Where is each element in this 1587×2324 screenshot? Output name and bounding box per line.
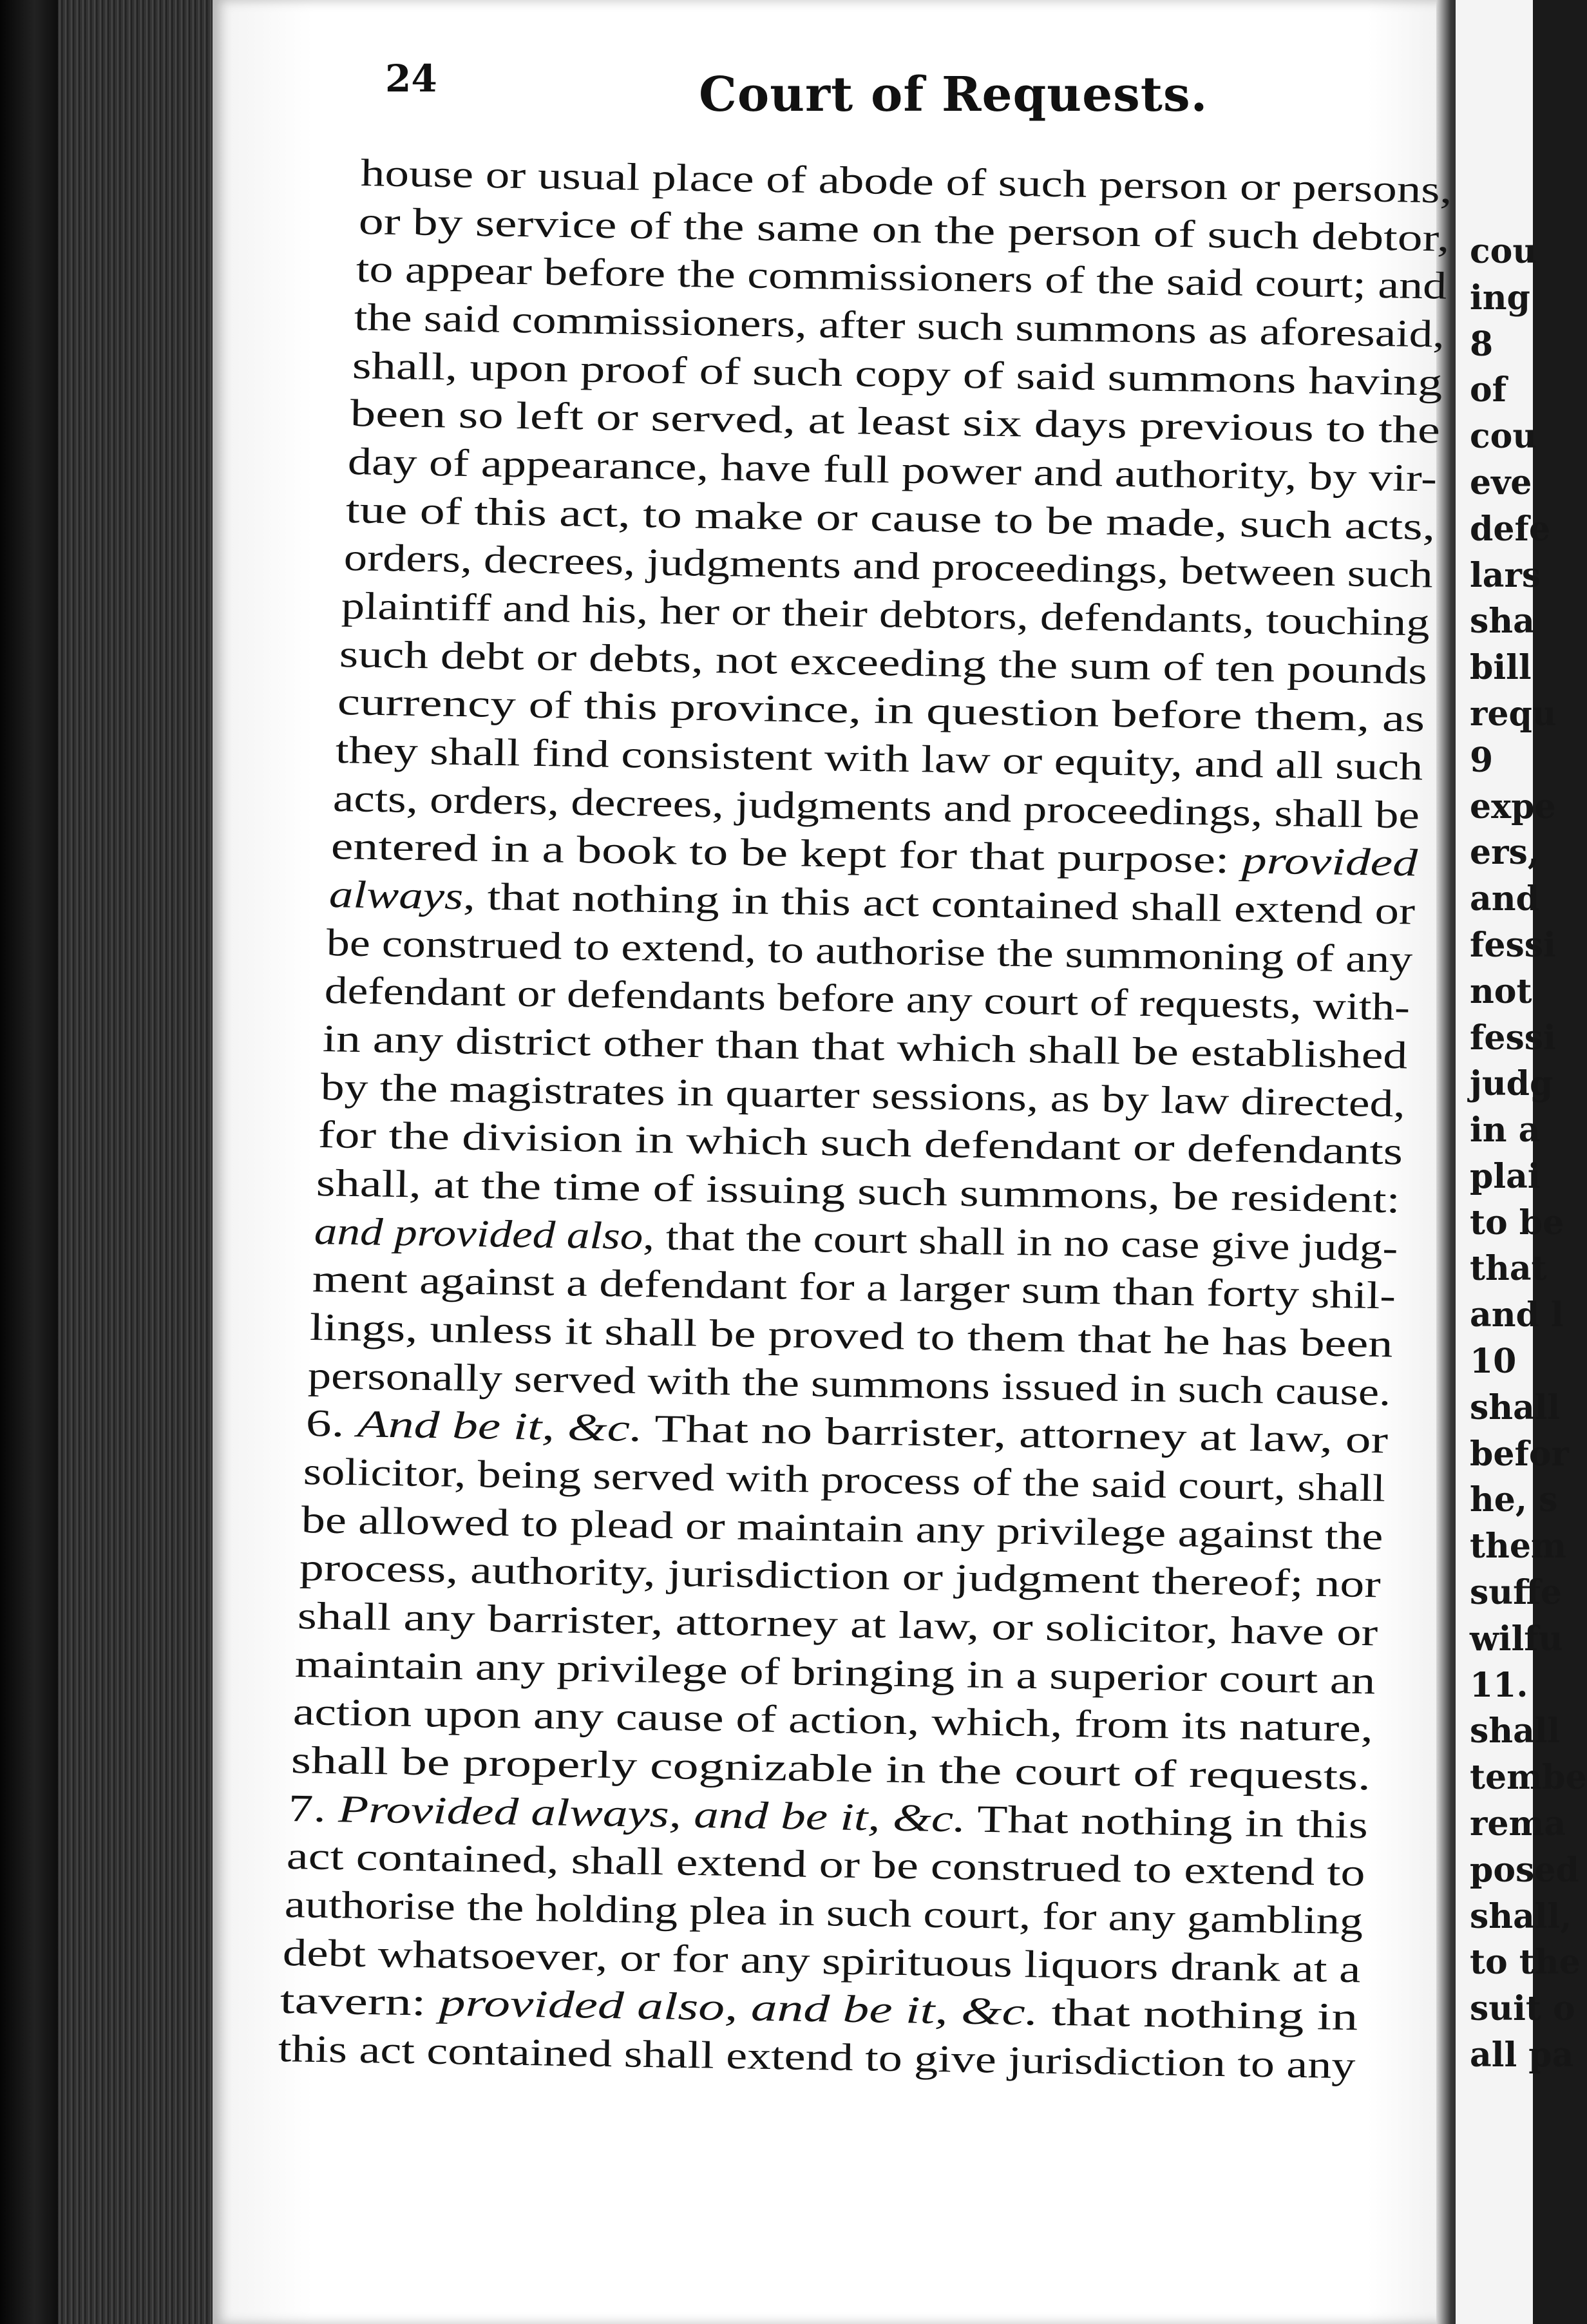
text-line: in any district other than that which shall be established (322, 1017, 1408, 1077)
adjacent-page-fragment: tembe (1470, 1758, 1587, 1798)
adjacent-page-fragment: to the (1470, 1943, 1581, 1983)
text-line: the said commissioners, after such summons as aforesaid, (354, 296, 1445, 356)
adjacent-page-fragment: shall (1470, 1387, 1561, 1427)
adjacent-page-fragment: of (1470, 370, 1507, 410)
text-line: shall any barrister, attorney at law, or solicitor, have or (297, 1594, 1378, 1654)
adjacent-page-fragment: lars (1470, 555, 1541, 595)
adjacent-page-fragment: shall (1470, 1711, 1561, 1751)
text-line: this act contained shall extend to give jurisdiction to any (278, 2027, 1356, 2087)
text-line: authorise the holding plea in such court, for any gambling (284, 1883, 1364, 1943)
adjacent-page-fragment: suit o (1470, 1989, 1575, 2029)
adjacent-page-fragment: cou (1470, 417, 1537, 457)
adjacent-page-fragment: not (1470, 971, 1532, 1011)
adjacent-page-fragment: 9 (1470, 740, 1494, 780)
adjacent-page-fragment: in a (1470, 1110, 1541, 1150)
adjacent-page-fragment: fessi (1470, 1018, 1556, 1058)
adjacent-page-fragment: and (1470, 879, 1539, 919)
text-line: such debt or debts, not exceeding the sum of ten pounds (339, 632, 1428, 692)
text-line: act contained, shall extend or be construed to extend to (286, 1834, 1366, 1894)
text-line: defendant or defendants before any court of requests, with- (324, 969, 1411, 1029)
adjacent-page-fragment: expe (1470, 786, 1556, 826)
text-line: for the division in which such defendant or defendants (318, 1113, 1403, 1173)
adjacent-page-fragment: 11. (1470, 1665, 1528, 1705)
adjacent-page-fragment: eve (1470, 462, 1532, 502)
text-line: tue of this act, to make or cause to be made, such acts, (345, 488, 1436, 548)
adjacent-page-fragment: all pa (1470, 2035, 1574, 2075)
text-line: shall be properly cognizable in the court of requests. (290, 1738, 1371, 1798)
adjacent-page-fragment: 10 (1470, 1342, 1517, 1382)
text-line: been so left or served, at least six days previous to the (350, 392, 1441, 452)
adjacent-page-fragment: fessi (1470, 925, 1556, 965)
text-line: house or usual place of abode of such person or persons, (360, 151, 1452, 211)
text-line: lings, unless it shall be proved to them that he has been (309, 1306, 1394, 1366)
adjacent-page-fragment: shall, (1470, 1896, 1572, 1936)
text-line: process, authority, jurisdiction or judgment thereof; nor (299, 1546, 1381, 1606)
text-line: 6. And be it, &c. That no barrister, attorney at law, or (305, 1402, 1389, 1462)
adjacent-page-fragment: rema (1470, 1804, 1566, 1844)
text-line: always, that nothing in this act contained shall extend or (328, 873, 1416, 933)
adjacent-page-fragment: and l (1470, 1295, 1564, 1335)
adjacent-page-fragment: wilfu (1470, 1619, 1563, 1659)
adjacent-page-fragment: ing (1470, 278, 1530, 318)
adjacent-page-fragment: bill (1470, 648, 1532, 688)
text-line: be allowed to plead or maintain any privilege against the (301, 1498, 1383, 1558)
adjacent-page-fragment: suffe (1470, 1573, 1562, 1613)
adjacent-page-fragment: ers, (1470, 833, 1539, 873)
text-line: plaintiff and his, her or their debtors, defendants, touching (341, 584, 1430, 644)
text-line: debt whatsoever, or for any spirituous liquors drank at a (282, 1930, 1361, 1990)
adjacent-page-fragment: defe (1470, 509, 1550, 549)
text-line: or by service of the same on the person of such debtor, (358, 199, 1450, 260)
text-line: currency of this province, in question before them, as (337, 680, 1425, 740)
text-line: to appear before the commissioners of the said court; and (356, 247, 1448, 307)
text-line: and provided also, that the court shall in no case give judg- (314, 1209, 1398, 1270)
text-line: maintain any privilege of bringing in a superior court an (294, 1642, 1376, 1702)
text-line: 7. Provided always, and be it, &c. That nothing in this (288, 1786, 1369, 1846)
page-number: 24 (385, 57, 437, 100)
adjacent-page-fragment: them (1470, 1527, 1566, 1567)
adjacent-page-fragment: 8 (1470, 324, 1494, 364)
text-line: day of appearance, have full power and authority, by vir- (347, 440, 1438, 500)
text-line: acts, orders, decrees, judgments and proceedings, shall be (332, 776, 1420, 837)
adjacent-page-fragment: he, s (1470, 1480, 1558, 1520)
text-line: shall, upon proof of such copy of said summons having (352, 343, 1443, 404)
text-line: by the magistrates in quarter sessions, as by law directed, (320, 1065, 1405, 1125)
adjacent-page-fragment: sha (1470, 602, 1535, 642)
text-line: orders, decrees, judgments and proceedings, between such (343, 536, 1433, 596)
adjacent-page-fragment: befor (1470, 1434, 1569, 1474)
adjacent-page-fragment: to be (1470, 1203, 1564, 1243)
adjacent-page-fragment: plai (1470, 1156, 1541, 1196)
adjacent-page-fragment: judg (1470, 1064, 1554, 1104)
text-line: be construed to extend, to authorise the summoning of any (326, 920, 1414, 981)
adjacent-page-fragment: requ (1470, 694, 1557, 734)
text-line: shall, at the time of issuing such summons, be resident: (316, 1161, 1401, 1221)
adjacent-page-fragment: posed (1470, 1850, 1579, 1890)
text-line: solicitor, being served with process of the said court, shall (303, 1450, 1386, 1510)
running-title: Court of Requests. (699, 67, 1208, 122)
text-line: tavern: provided also, and be it, &c. that nothing in (280, 1979, 1359, 2039)
text-line: personally served with the summons issued in such cause. (307, 1353, 1391, 1414)
text-line: entered in a book to be kept for that purpose: provided (330, 824, 1418, 884)
text-line: action upon any cause of action, which, from its nature, (292, 1690, 1374, 1750)
text-line: they shall find consistent with law or equity, and all such (335, 729, 1423, 788)
adjacent-page-fragment: cou (1470, 232, 1537, 271)
adjacent-page-fragment: that (1470, 1249, 1547, 1289)
text-line: ment against a defendant for a larger sum than forty shil- (311, 1257, 1396, 1317)
